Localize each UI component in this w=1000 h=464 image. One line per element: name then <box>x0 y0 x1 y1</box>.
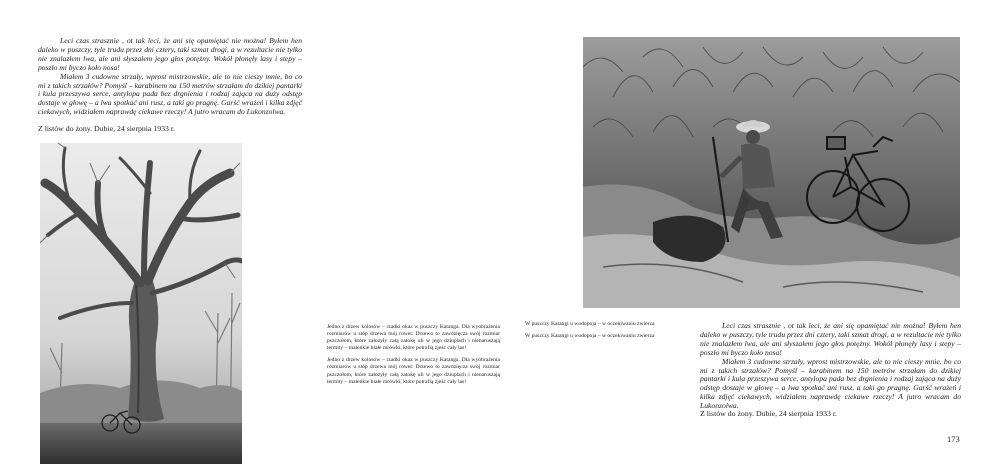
letter-paragraph: Leci czas strasznie , ot tak leci, że ani się opamiętać nie można! Byłem hen daleko w puszczy, tyle trudu przez dni cztery, taki szmat drogi, a w rezultacie nie tylko nie znalazłem lwa, ale ani słyszałem jego głos potężny. Wokół płonęły lasy i stepy – poszło mi byczo koło nosa! <box>38 36 302 72</box>
right-letter-excerpt <box>700 322 961 411</box>
photo-caption: Jedno z drzew kolosów – rzadki okaz w puszczy Katanga. Dla wyobrażenia rozmiarów u stóp drzewa mój rower. Drzewo to zawdzięcza swój rozmiar pszczołom, które założyły całą zatokę uli w jego dziuplach i nienaruszają termity – maleńkie białe mrówki, które potrafią zjeść cały las! <box>327 324 500 352</box>
letter-paragraph: Miałem 3 cudowne strzały, wprost mistrzowskie, ale to nie cieszy mnie, bo co mi z takich strzałów? Pomyśl – karabinem na 150 metrów strzałam do dzikiej pantarki i kula przeszywa serce, antylopa pada bez drgnienia i rodzaj zająca na duży odstęp dostaje w głowę – a lwa spotkać ani rusz, a taki go pragnę. Garść wrażeń i kilka zdjęć ciekawych, widziałem naprawdę ciekawe rzeczy! A jutro wracam do Lukonzolwa. <box>700 356 961 411</box>
hunter-at-waterhole-photo <box>583 37 960 308</box>
left-letter-excerpt <box>38 37 302 117</box>
photo-caption: Jedno z drzew kolosów – rzadki okaz w puszczy Katanga. Dla wyobrażenia rozmiarów u stóp drzewa mój rower. Drzewo to zawdzięcza swój rozmiar pszczołom, które założyły całą zatokę uli w jego dziuplach i nienaruszają termity – maleńkie białe mrówki, które potrafią zjeść cały las! <box>327 357 500 385</box>
right-captions <box>525 321 699 345</box>
photo-caption: W puszczy Katangi u wodopoja – w oczekiwaniu zwierza <box>525 333 655 340</box>
photo-caption: W puszczy Katangi u wodopoja – w oczekiwaniu zwierza <box>525 321 655 327</box>
page-number: 173 <box>947 434 960 444</box>
baobab-tree-photo <box>40 143 242 464</box>
right-letter-source: Z listów do żony. Dubie, 24 sierpnia 1933 r. <box>700 409 838 418</box>
letter-paragraph: Miałem 3 cudowne strzały, wprost mistrzowskie, ale to nie cieszy mnie, bo co mi z takich strzałów? Pomyśl – karabinem na 150 metrów strzałam do dzikiej pantarki i kula przeszywa serce, antylopa pada bez drgnienia i rodzaj zająca na duży odstęp dostaje w głowę – a lwa spotkać ani rusz, a taki go pragnę. Garść wrażeń i kilka zdjęć ciekawych, widziałem naprawdę ciekawe rzeczy! A jutro wracam do Lukonzolwa. <box>38 71 302 117</box>
letter-paragraph: Leci czas strasznie , ot tak leci, że ani się opamiętać nie można! Byłem hen daleko w puszczy, tyle trudu przez dni cztery, taki szmat drogi, a w rezultacie nie tylko nie znalazłem lwa, ale ani słyszałem jego głos potężny. Wokół płonęły lasy i stepy – poszło mi byczo koło nosa! <box>700 321 961 357</box>
left-captions <box>327 324 500 391</box>
left-letter-source: Z listów do żony. Dubie, 24 sierpnia 1933 r. <box>38 124 176 133</box>
